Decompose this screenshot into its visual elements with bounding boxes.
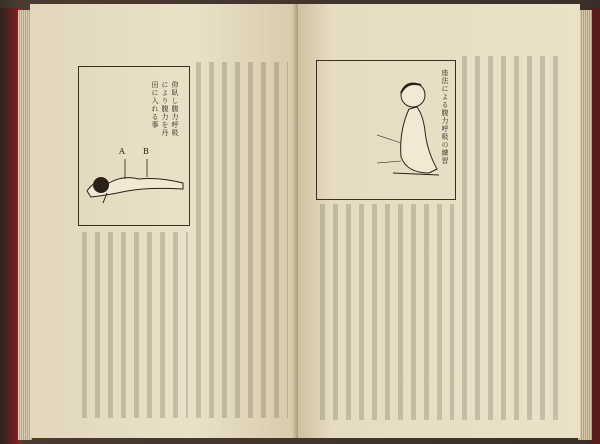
figure-label-a: A <box>119 147 125 156</box>
figure-caption-col-3: 田に入れる事 <box>151 81 159 129</box>
figure-caption: 座法による腹力呼吸の練習 <box>441 69 449 165</box>
left-body-text <box>192 62 288 418</box>
right-page <box>298 4 580 438</box>
right-body-text <box>458 56 566 420</box>
seated-figure-illustration <box>317 61 455 199</box>
left-figure-box <box>78 66 190 226</box>
figure-label-b: B <box>143 147 149 156</box>
left-lower-text <box>78 232 188 418</box>
right-lower-text <box>316 204 454 420</box>
right-page-edges <box>578 10 592 440</box>
figure-caption-col-1: 仰臥し腹力呼吸 <box>171 81 179 137</box>
left-page <box>30 4 298 438</box>
figure-caption-col-2: により腹力を丹 <box>161 81 169 137</box>
right-figure-box <box>316 60 456 200</box>
